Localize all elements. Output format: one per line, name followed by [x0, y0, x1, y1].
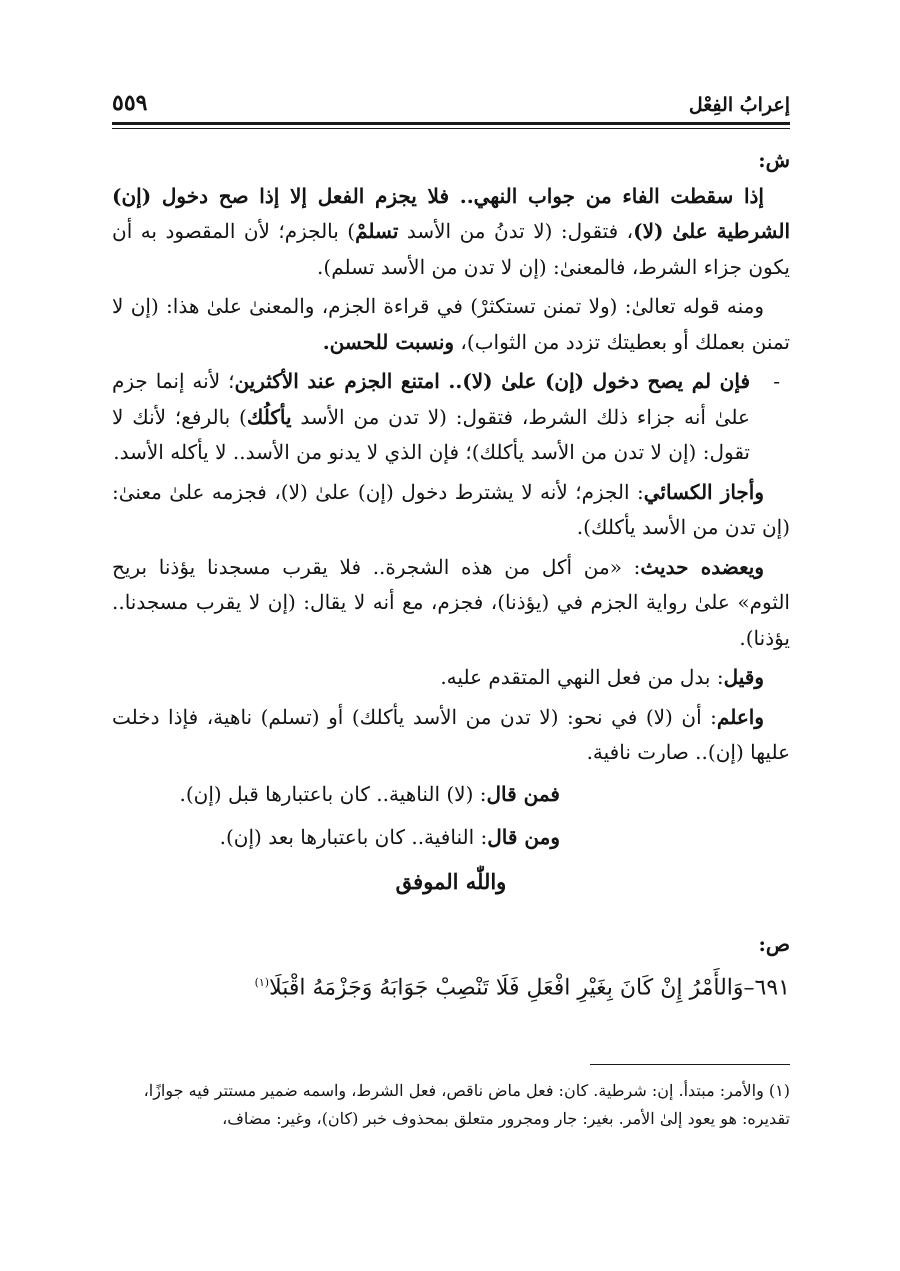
header-rule-thick — [112, 122, 790, 125]
paragraph-1 — [112, 179, 790, 286]
text-label: ص: — [758, 932, 790, 956]
page-number: ٥٥٩ — [112, 90, 148, 116]
p3-text-b: ) بالرفع؛ لأنك لا تقول: (إن لا تدن من الأسد يأكلك)؛ فإن الذي لا يدنو من الأسد.. لا يأكله الأسد. — [112, 404, 750, 464]
p2-text-a: ومنه قوله تعالىٰ: (ولا تمنن تستكثرْ) في قراءة الجزم، والمعنىٰ علىٰ هذا: (إن لا تمنن بعملك أو بعطيتك تزدد من الثواب)، — [112, 294, 790, 354]
p9-bold: ومن قال — [487, 825, 560, 849]
p9-text: : النافية.. كان باعتبارها بعد (إن). — [219, 825, 488, 849]
p8-text: : (لا) الناهية.. كان باعتبارها قبل (إن). — [179, 781, 487, 806]
p4-bold: وأجاز الكسائي — [643, 479, 764, 504]
commentary-label: ش: — [758, 148, 790, 172]
closing-phrase: واللّٰه الموفق — [395, 868, 507, 894]
paragraph-7 — [112, 700, 790, 771]
paragraph-5 — [112, 550, 790, 657]
header-rule-thin — [112, 128, 790, 129]
footnote-line-1: (١) والأمر: مبتدأ. إن: شرطية. كان: فعل ماض ناقص، فعل الشرط، واسمه ضمير مستتر فيه جوازًا، — [143, 1080, 790, 1100]
dash-marker: - — [773, 369, 780, 393]
paragraph-2 — [112, 289, 790, 360]
p3-bold2: يأكلُك — [246, 404, 292, 429]
p8-bold: فمن قال — [486, 781, 560, 806]
paragraph-4 — [112, 475, 790, 546]
p2-bold: ونسبت للحسن. — [322, 329, 455, 354]
p1-bold: إذا سقطت الفاء من جواب النهي.. فلا يجزم الفعل إلا إذا صح دخول (إن) الشرطية علىٰ (لا) — [112, 183, 791, 243]
running-title: إعرابُ الفِعْل — [688, 94, 790, 116]
p1-text-a: ، فتقول: (لا تدنُ من الأسد — [398, 219, 634, 243]
p3-text-a: ؛ لأنه إنما جزم علىٰ أنه جزاء ذلك الشرط، فتقول: (لا تدن من الأسد — [112, 369, 750, 429]
p5-bold: ويعضده حديث — [640, 554, 764, 579]
page-header — [112, 82, 790, 116]
p4-text: : الجزم؛ لأنه لا يشترط دخول (إن) علىٰ (لا)، فجزمه علىٰ معنىٰ: (إن تدن من الأسد يأكلك). — [112, 479, 790, 539]
p6-bold: وقيل — [723, 665, 764, 689]
paragraph-3-dash-item — [112, 364, 790, 471]
footnote-line-2: تقديره: هو يعود إلىٰ الأمر. بغير: جار ومجرور متعلق بمحذوف خبر (كان)، وغير: مضاف، — [222, 1108, 790, 1128]
p1-bold2: تسلمْ — [355, 219, 399, 243]
footnote-separator — [590, 1064, 790, 1065]
p7-text: : أن (لا) في نحو: (لا تدن من الأسد يأكلك) أو (تسلم) ناهية، فإذا دخلت عليها (إن).. صارت نافية. — [112, 704, 790, 764]
p3-bold: فإن لم يصح دخول (إن) علىٰ (لا).. امتنع الجزم عند الأكثرين — [234, 369, 750, 393]
text-section — [112, 927, 790, 1008]
footnotes — [112, 1077, 790, 1133]
p6-text: : بدل من فعل النهي المتقدم عليه. — [440, 665, 724, 689]
p1-text-b: ) بالجزم؛ لأن المقصود به أن يكون جزاء الشرط، فالمعنىٰ: (إن لا تدن من الأسد تسلم). — [112, 219, 790, 279]
verse-line — [112, 963, 790, 1008]
verse-text: ٦٩١–وَالأَمْرُ إِنْ كَانَ بِغَيْرِ افْعَلِ فَلَا تَنْصِبْ جَوَابَهُ وَجَزْمَهُ اقْبَلَا — [269, 974, 790, 1000]
paragraph-8 — [112, 777, 790, 813]
p5-text: : «من أكل من هذه الشجرة.. فلا يقرب مسجدنا يؤذنا بريح الثوم» علىٰ رواية الجزم في (يؤذنا)، فجزم، مع أنه لا يقال: (إن لا يقرب مسجدنا.. يؤذنا). — [112, 554, 790, 650]
paragraph-6 — [112, 660, 790, 696]
paragraph-9 — [112, 820, 790, 856]
commentary-section — [112, 143, 790, 899]
p7-bold: واعلم — [716, 704, 764, 729]
footnote-ref[interactable]: (١) — [254, 975, 270, 989]
